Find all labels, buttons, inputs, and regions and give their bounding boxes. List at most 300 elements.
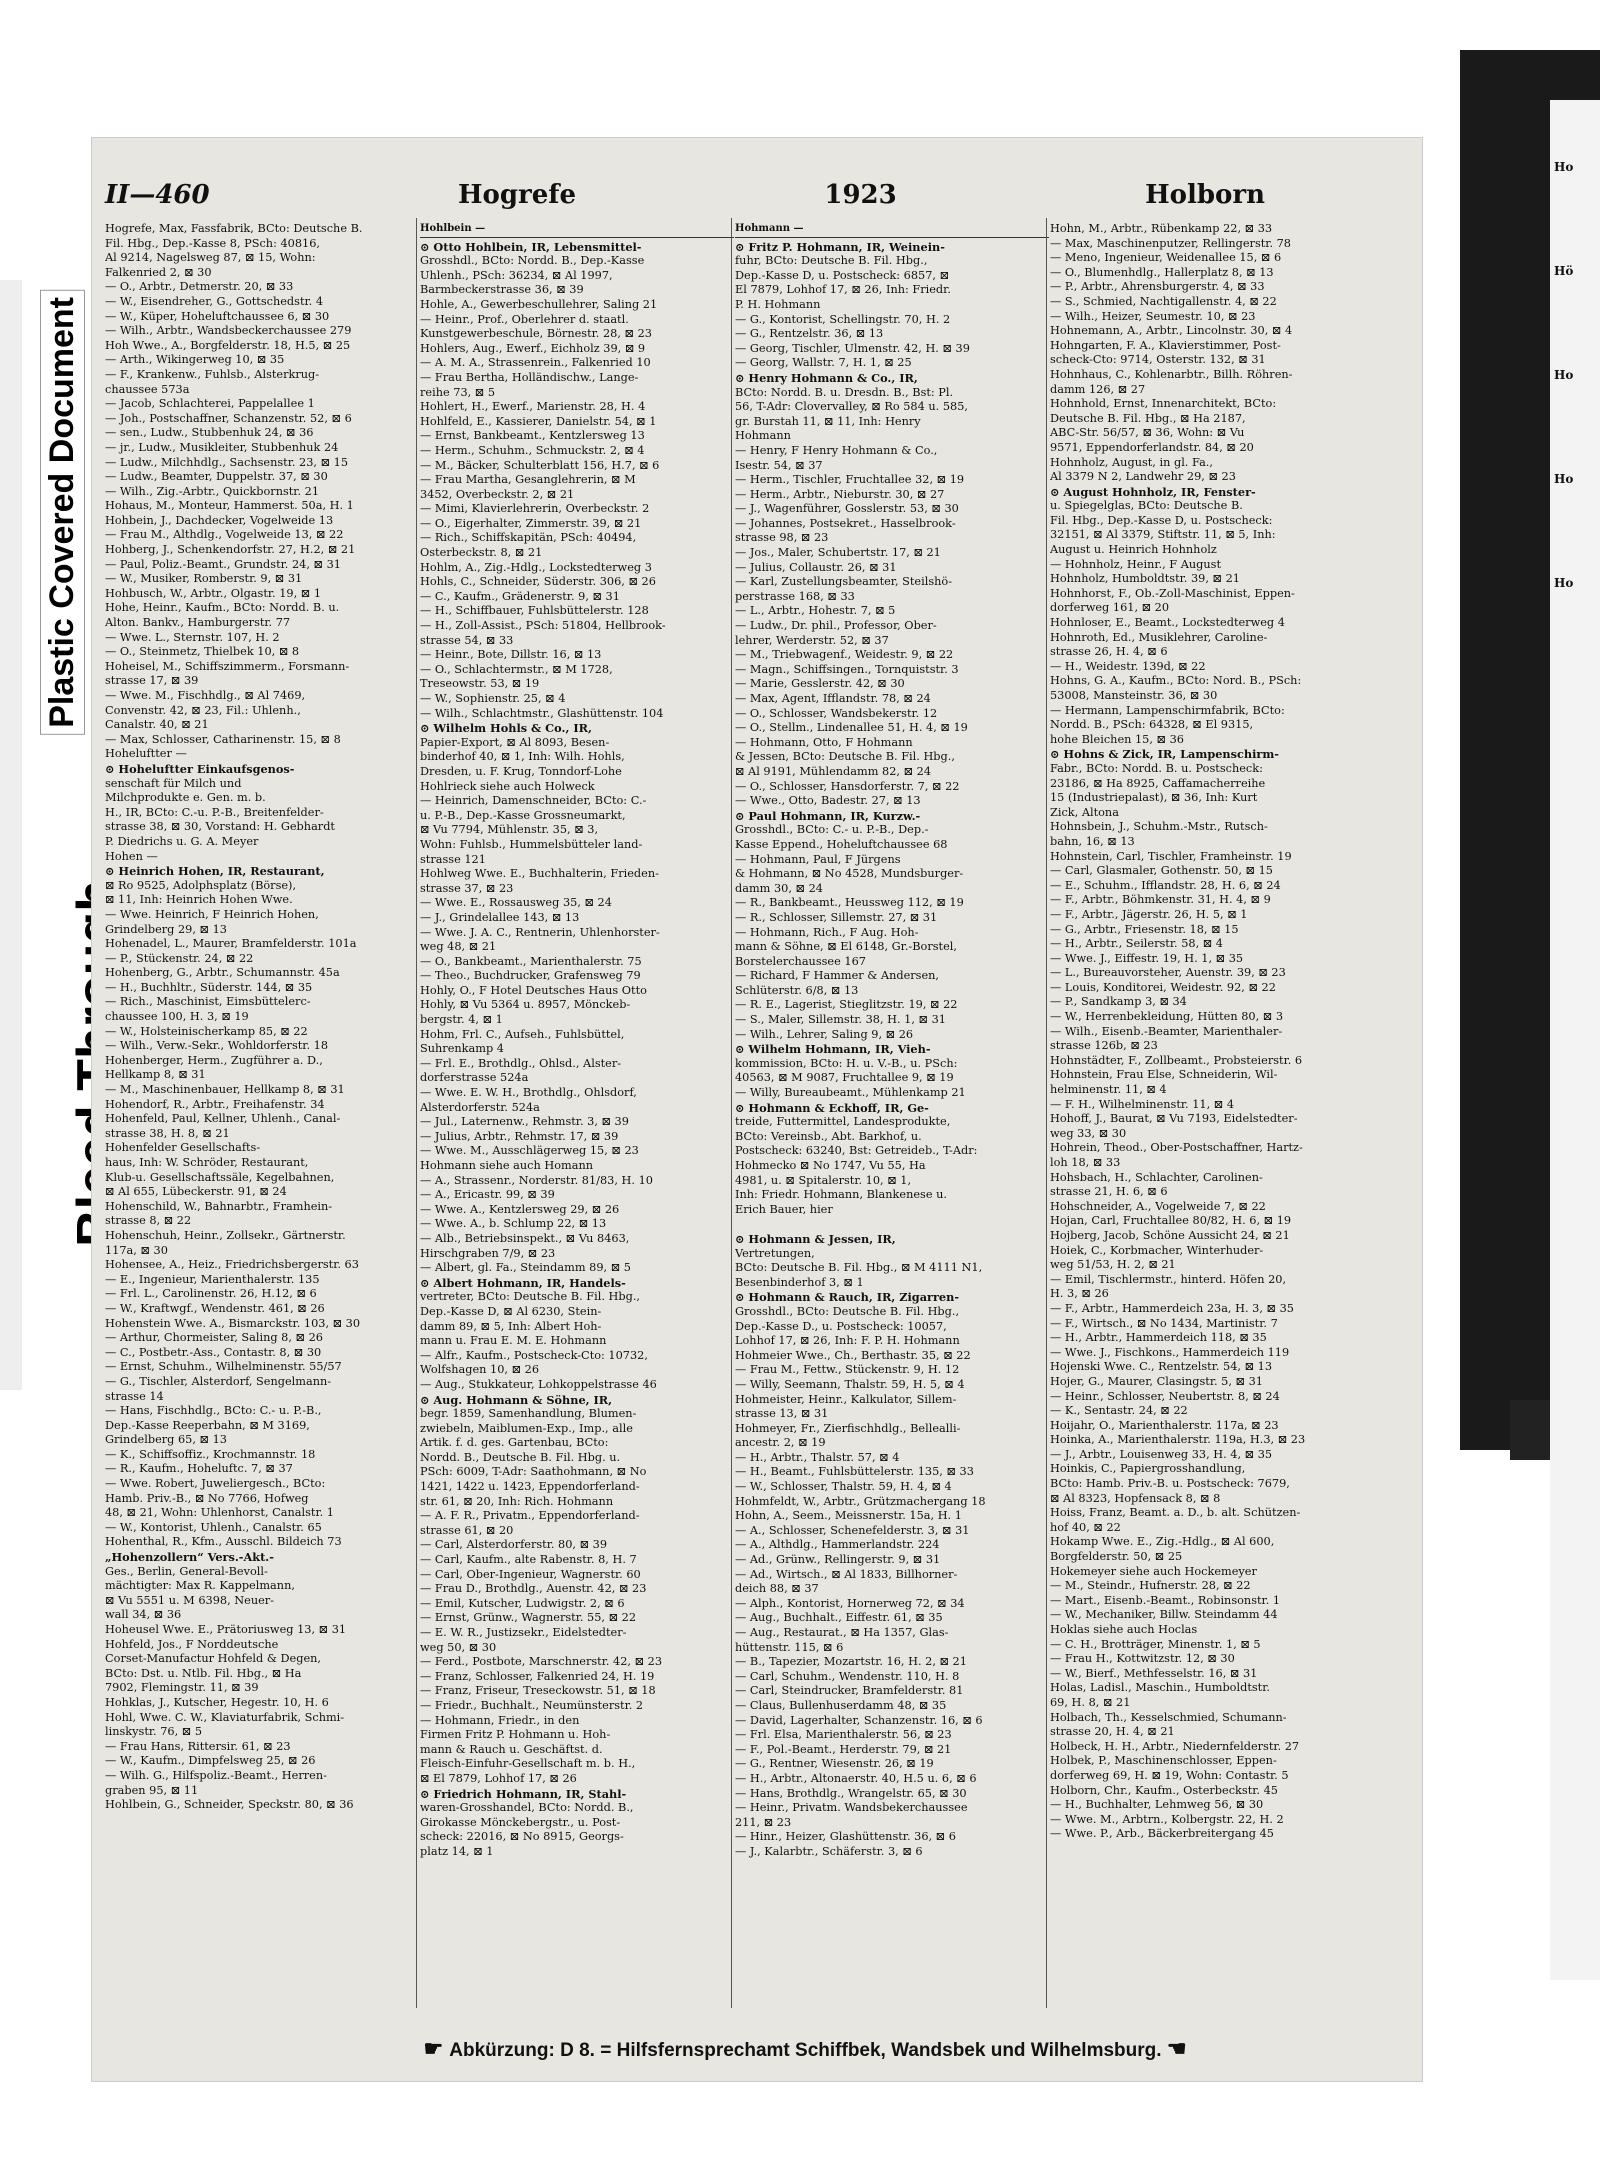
directory-entry-line: ⊠ Vu 7794, Mühlenstr. 35, ⊠ 3, [420, 823, 599, 837]
directory-entry-line: — Ad., Grünw., Rellingerstr. 9, ⊠ 31 [735, 1553, 941, 1567]
directory-entry-line: — E., Ingenieur, Marienthalerstr. 135 [105, 1272, 320, 1286]
directory-entry-line: BCto: Hamb. Priv.-B. u. Postscheck: 7679, [1050, 1477, 1290, 1491]
directory-entry-line: — W., Eisendreher, G., Gottschedstr. 4 [105, 294, 324, 308]
directory-entry-line: — G., Arbtr., Friesenstr. 18, ⊠ 15 [1050, 922, 1239, 936]
directory-entry-line: ⊙ Hohmann & Jessen, IR, [735, 1231, 896, 1246]
directory-entry-line: Hohenthal, R., Kfm., Ausschl. Bildeich 73 [105, 1535, 342, 1549]
directory-entry-line: — O., Steinmetz, Thielbek 10, ⊠ 8 [105, 645, 300, 659]
directory-entry-line: — H., Buchhltr., Süderstr. 144, ⊠ 35 [105, 980, 313, 994]
directory-entry-line: — W., Kraftwgf., Wendenstr. 461, ⊠ 26 [105, 1301, 325, 1315]
directory-entry-line: platz 14, ⊠ 1 [420, 1844, 494, 1858]
directory-entry-line: ⊠ Ro 9525, Adolphsplatz (Börse), [105, 878, 297, 892]
directory-entry-line: Hohlm, A., Zig.-Hdlg., Lockstedterweg 3 [420, 560, 652, 574]
directory-entry-line: — Herm., Arbtr., Nieburstr. 30, ⊠ 27 [735, 487, 945, 501]
directory-entry-line: chaussee 573a [105, 382, 190, 396]
directory-entry-line: Holas, Ladisl., Maschin., Humboldtstr. [1050, 1681, 1270, 1695]
directory-entry-line: — L., Bureauvorsteher, Auenstr. 39, ⊠ 23 [1050, 966, 1286, 980]
directory-entry-line: 48, ⊠ 21, Wohn: Uhlenhorst, Canalstr. 1 [105, 1506, 334, 1520]
directory-entry-line: — Joh., Postschaffner, Schanzenstr. 52, ⊠ 6 [105, 411, 352, 425]
directory-entry-line: — Hohmann, Friedr., in den [420, 1713, 580, 1727]
directory-entry-line: — S., Maler, Sillemstr. 38, H. 1, ⊠ 31 [735, 1013, 946, 1027]
directory-entry-line: — Herm., Tischler, Fruchtallee 32, ⊠ 19 [735, 473, 965, 487]
directory-entry-line: Hohmann [735, 429, 791, 443]
directory-entry-line: weg 51/53, H. 2, ⊠ 21 [1050, 1258, 1176, 1272]
directory-entry-line: — Ludw., Dr. phil., Professor, Ober- [735, 619, 937, 633]
directory-entry-line: Hohngarten, F. A., Klavierstimmer, Post- [1050, 338, 1281, 352]
directory-entry-line: Treseowstr. 53, ⊠ 19 [420, 677, 540, 691]
directory-entry-line: — F., Pol.-Beamt., Herderstr. 79, ⊠ 21 [735, 1742, 952, 1756]
directory-entry-line: dorferstrasse 524a [420, 1071, 529, 1085]
directory-entry-line: — W., Schlosser, Thalstr. 59, H. 4, ⊠ 4 [735, 1480, 952, 1494]
directory-entry-line: — L., Arbtr., Hohestr. 7, ⊠ 5 [735, 604, 896, 618]
directory-entry-line: — Jos., Maler, Schubertstr. 17, ⊠ 21 [735, 546, 941, 560]
directory-entry-line: Grosshdl., BCto: Nordd. B., Dep.-Kasse [420, 254, 645, 268]
directory-entry-line: — Wilh., Verw.-Sekr., Wohldorferstr. 18 [105, 1039, 329, 1053]
directory-entry-line: — R. E., Lagerist, Stieglitzstr. 19, ⊠ 22 [735, 998, 958, 1012]
directory-entry-line: — M., Steindr., Hufnerstr. 28, ⊠ 22 [1050, 1579, 1251, 1593]
directory-entry-line: ⊙ Wilhelm Hohmann, IR, Vieh- [735, 1042, 931, 1057]
directory-entry-line: — Paul, Poliz.-Beamt., Grundstr. 24, ⊠ 31 [105, 557, 341, 571]
directory-entry-line: chaussee 100, H. 3, ⊠ 19 [105, 1010, 249, 1024]
directory-entry-line: — Emil, Tischlermstr., hinterd. Höfen 20, [1050, 1272, 1287, 1286]
directory-entry-line: — Ferd., Postbote, Marschnerstr. 42, ⊠ 23 [420, 1655, 663, 1669]
directory-entry-line: Hohenschuh, Heinr., Zollsekr., Gärtnerstr. [105, 1228, 346, 1242]
directory-entry-line: — Willy, Bureaubeamt., Mühlenkamp 21 [735, 1086, 966, 1100]
directory-entry-line: 1421, 1422 u. 1423, Eppendorferland- [420, 1480, 640, 1494]
directory-entry-line: Klub-u. Gesellschaftssäle, Kegelbahnen, [105, 1170, 335, 1184]
directory-entry-line: — K., Schiffsoffiz., Krochmannstr. 18 [105, 1447, 316, 1461]
directory-entry-line: August u. Heinrich Hohnholz [1050, 543, 1217, 557]
directory-entry-line: — Carl, Schuhm., Wendenstr. 110, H. 8 [735, 1669, 960, 1683]
directory-entry-line: Dep.-Kasse D., u. Postscheck: 10057, [735, 1319, 947, 1333]
directory-entry-line: deich 88, ⊠ 37 [735, 1582, 819, 1596]
directory-entry-line: — Heinr., Bote, Dillstr. 16, ⊠ 13 [420, 648, 602, 662]
directory-entry-line: scheck: 22016, ⊠ No 8915, Georgs- [420, 1830, 624, 1844]
directory-entry-line: Hohl, Wwe. C. W., Klaviaturfabrik, Schmi- [105, 1710, 345, 1724]
directory-entry-line: — Alph., Kontorist, Hornerweg 72, ⊠ 34 [735, 1596, 965, 1610]
directory-entry-line: Hohnholz, August, in gl. Fa., [1050, 455, 1213, 469]
directory-entry-line: ⊠ El 7879, Lohhof 17, ⊠ 26 [420, 1771, 577, 1785]
directory-entry-line: Deutsche B. Fil. Hbg., ⊠ Ha 2187, [1050, 411, 1246, 425]
directory-entry-line: — Arth., Wikingerweg 10, ⊠ 35 [105, 353, 285, 367]
directory-entry-line: — Meno, Ingenieur, Weidenallee 15, ⊠ 6 [1050, 251, 1282, 265]
directory-entry-line: Hojan, Carl, Fruchtallee 80/82, H. 6, ⊠ 19 [1050, 1214, 1292, 1228]
directory-entry-line: Hohenberg, G., Arbtr., Schumannstr. 45a [105, 966, 340, 980]
directory-entry-line: — Ernst, Grünw., Wagnerstr. 55, ⊠ 22 [420, 1611, 637, 1625]
directory-entry-line: Falkenried 2, ⊠ 30 [105, 265, 212, 279]
directory-entry-line: Postscheck: 63240, Bst: Getreideb., T-Adr: [735, 1144, 978, 1158]
directory-entry-line: — C., Kaufm., Grädenerstr. 9, ⊠ 31 [420, 589, 620, 603]
directory-entry-line: Hohe, Heinr., Kaufm., BCto: Nordd. B. u. [105, 601, 340, 615]
directory-entry-line: — Julius, Collaustr. 26, ⊠ 31 [735, 560, 897, 574]
directory-entry-line: BCto: Deutsche B. Fil. Hbg., ⊠ M 4111 N1, [735, 1261, 983, 1275]
directory-entry-line: — Frl. Elsa, Marienthalerstr. 56, ⊠ 23 [735, 1728, 952, 1742]
directory-entry-line: — Hohmann, Rich., F Aug. Hoh- [735, 925, 919, 939]
directory-entry-line: — G., Rentzelstr. 36, ⊠ 13 [735, 327, 884, 341]
directory-entry-line: — Ludw., Milchhdlg., Sachsenstr. 23, ⊠ 15 [105, 455, 349, 469]
directory-entry-line: Hohlweg Wwe. E., Buchhalterin, Frieden- [420, 867, 659, 881]
pointing-hand-icon: ☚ [1166, 2036, 1187, 2061]
directory-entry-line: — H., Weidestr. 139d, ⊠ 22 [1050, 659, 1206, 673]
directory-entry-line: — Wilh. G., Hilfspoliz.-Beamt., Herren- [105, 1768, 327, 1782]
directory-entry-line: hüttenstr. 115, ⊠ 6 [735, 1640, 844, 1654]
directory-entry-line: binderhof 40, ⊠ 1, Inh: Wilh. Hohls, [420, 750, 625, 764]
directory-entry-line: strasse 37, ⊠ 23 [420, 881, 514, 895]
directory-entry-line: — Karl, Zustellungsbeamter, Steilshö- [735, 575, 953, 589]
directory-entry-line: Hohbusch, W., Arbtr., Olgastr. 19, ⊠ 1 [105, 586, 322, 600]
adjacent-page-fragment: Ho [1554, 472, 1574, 486]
directory-entry-line: Hohmecko ⊠ No 1747, Vu 55, Ha [735, 1159, 926, 1172]
directory-entry-line: — Willy, Seemann, Thalstr. 59, H. 5, ⊠ 4 [735, 1377, 965, 1391]
directory-entry-line: 32151, ⊠ Al 3379, Stiftstr. 11, ⊠ 5, Inh: [1050, 528, 1276, 542]
directory-entry-line: Hoheisel, M., Schiffszimmerm., Forsmann- [105, 659, 350, 673]
directory-entry-line: — Aug., Restaurat., ⊠ Ha 1357, Glas- [735, 1626, 949, 1639]
directory-entry-line: — Friedr., Buchhalt., Neumünsterstr. 2 [420, 1698, 644, 1712]
directory-entry-line: Grosshdl., BCto: Deutsche B. Fil. Hbg., [735, 1304, 960, 1318]
column-3 [735, 222, 1049, 2012]
directory-entry-line: strasse 8, ⊠ 22 [105, 1214, 192, 1228]
directory-entry-line: Hohly, ⊠ Vu 5364 u. 8957, Mönckeb- [420, 998, 631, 1012]
adjacent-page-fragment: Hö [1554, 264, 1574, 278]
directory-entry-line: — H., Schiffbauer, Fuhlsbüttelerstr. 128 [420, 604, 649, 618]
left-keyword: Hogrefe [457, 180, 577, 210]
directory-entry-line: ⊙ Friedrich Hohmann, IR, Stahl- [420, 1786, 627, 1801]
directory-entry-line: — J., Kalarbtr., Schäferstr. 3, ⊠ 6 [735, 1844, 923, 1858]
directory-entry-line: — E. W. R., Justizsekr., Eidelstedter- [420, 1626, 627, 1639]
directory-entry-line: strasse 98, ⊠ 23 [735, 531, 829, 545]
directory-entry-line: lehrer, Werderstr. 52, ⊠ 37 [735, 633, 889, 647]
directory-entry-line: — David, Lagerhalter, Schanzenstr. 16, ⊠ 6 [735, 1713, 983, 1727]
directory-entry-line: zwiebeln, Maiblumen-Exp., Imp., alle [420, 1421, 633, 1435]
directory-entry-line: Fabr., BCto: Nordd. B. u. Postscheck: [1050, 761, 1263, 775]
directory-entry-line: — O., Stellm., Lindenallee 51, H. 4, ⊠ 19 [735, 721, 968, 735]
directory-entry-line: 40563, ⊠ M 9087, Fruchtallee 9, ⊠ 19 [735, 1071, 954, 1085]
directory-entry-line: — E., Schuhm., Ifflandstr. 28, H. 6, ⊠ 24 [1050, 878, 1281, 892]
directory-entry-line: Barmbeckerstrasse 36, ⊠ 39 [420, 283, 584, 297]
directory-entry-line: Hogrefe, Max, Fassfabrik, BCto: Deutsche B. [105, 222, 363, 235]
directory-entry-line: ⊙ Albert Hohmann, IR, Handels- [420, 1275, 626, 1290]
directory-entry-line: strasse 17, ⊠ 39 [105, 674, 199, 688]
directory-entry-line: strasse 54, ⊠ 33 [420, 633, 514, 647]
right-keyword: Holborn [1145, 180, 1265, 210]
directory-entry-line: — J., Grindelallee 143, ⊠ 13 [420, 910, 580, 924]
directory-entry-line: — Wilh., Lehrer, Saling 9, ⊠ 26 [735, 1027, 914, 1041]
directory-entry-line: — Wwe. M., Ausschlägerweg 15, ⊠ 23 [420, 1144, 639, 1158]
directory-entry-line: Besenbinderhof 3, ⊠ 1 [735, 1275, 864, 1289]
directory-entry-line: Holborn, Chr., Kaufm., Osterbeckstr. 45 [1050, 1783, 1278, 1797]
directory-entry-line: Hohenstein Wwe. A., Bismarckstr. 103, ⊠ 30 [105, 1316, 361, 1330]
directory-entry-line: Grosshdl., BCto: C.- u. P.-B., Dep.- [735, 823, 929, 837]
directory-entry-line: Hohenfelder Gesellschafts- [105, 1141, 261, 1155]
directory-entry-line: vertreter, BCto: Deutsche B. Fil. Hbg., [420, 1290, 641, 1304]
directory-entry-line: loh 18, ⊠ 33 [1050, 1156, 1121, 1169]
directory-entry-line: „Hohenzollern“ Vers.-Akt.- [105, 1550, 274, 1565]
directory-entry-line: — Hohmann, Otto, F Hohmann [735, 735, 913, 749]
directory-entry-line: 15 (Industriepalast), ⊠ 36, Inh: Kurt [1050, 791, 1258, 805]
directory-entry-line: Hohls, C., Schneider, Süderstr. 306, ⊠ 26 [420, 575, 656, 589]
directory-entry-line: — Wwe. J. A. C., Rentnerin, Uhlenhorster- [420, 925, 660, 939]
column-divider [416, 218, 417, 2008]
directory-entry-line: Papier-Export, ⊠ Al 8093, Besen- [420, 735, 610, 749]
directory-entry-line: mächtigter: Max R. Kappelmann, [105, 1579, 295, 1593]
plastic-strip [0, 280, 22, 1390]
directory-entry-line: fuhr, BCto: Deutsche B. Fil. Hbg., [735, 254, 928, 268]
directory-entry-line: Hohensee, A., Heiz., Friedrichsbergerstr. 63 [105, 1258, 359, 1272]
directory-entry-line: — Wilh., Arbtr., Wandsbeckerchaussee 279 [105, 324, 352, 338]
directory-entry-line: ancestr. 2, ⊠ 19 [735, 1436, 826, 1450]
directory-entry-line: 211, ⊠ 23 [735, 1815, 792, 1829]
directory-entry-line: — H., Arbtr., Seilerstr. 58, ⊠ 4 [1050, 937, 1223, 951]
directory-entry-line: Hohnstein, Carl, Tischler, Framheinstr. 19 [1050, 849, 1292, 863]
directory-entry-line: Hohlbein, G., Schneider, Speckstr. 80, ⊠ 36 [105, 1798, 354, 1812]
directory-entry-line: Hoijahr, O., Marienthalerstr. 117a, ⊠ 23 [1050, 1418, 1279, 1432]
directory-entry-line [735, 1217, 1049, 1232]
directory-entry-line: — Rich., Maschinist, Eimsbüttelerc- [105, 995, 311, 1009]
directory-entry-line: Hohklas, J., Kutscher, Hegestr. 10, H. 6 [105, 1695, 329, 1709]
directory-entry-line: — Marie, Gesslerstr. 42, ⊠ 30 [735, 677, 905, 691]
directory-entry-line: — Frl. L., Carolinenstr. 26, H.12, ⊠ 6 [105, 1287, 317, 1301]
directory-entry-line: Hoklas siehe auch Hoclas [1050, 1623, 1198, 1636]
directory-entry-line: ⊠ Al 9191, Mühlendamm 82, ⊠ 24 [735, 764, 932, 778]
scan-margin-top [0, 0, 1600, 50]
pointing-hand-icon: ☛ [423, 2036, 450, 2061]
directory-entry-line: — Wilh., Heizer, Seumestr. 10, ⊠ 23 [1050, 309, 1256, 323]
directory-entry-line: Hohle, A., Gewerbeschullehrer, Saling 21 [420, 297, 658, 311]
directory-entry-line: — Wilh., Eisenb.-Beamter, Marienthaler- [1050, 1024, 1283, 1038]
directory-entry-line: Hokemeyer siehe auch Hockemeyer [1050, 1564, 1257, 1578]
directory-entry-line: — A., Althdlg., Hammerlandstr. 224 [735, 1538, 940, 1552]
footer-note [355, 2036, 1255, 2062]
directory-entry-line: — W., Bierf., Methfesselstr. 16, ⊠ 31 [1050, 1666, 1258, 1680]
directory-entry-line: — Ludw., Beamter, Duppelstr. 37, ⊠ 30 [105, 470, 328, 484]
directory-entry-line: scheck-Cto: 9714, Osterstr. 132, ⊠ 31 [1050, 353, 1266, 367]
directory-entry-line: Hohfeld, Jos., F Norddeutsche [105, 1637, 279, 1651]
directory-entry-line: Erich Bauer, hier [735, 1202, 833, 1216]
directory-entry-line: — F., Arbtr., Hammerdeich 23a, H. 3, ⊠ 35 [1050, 1301, 1294, 1315]
directory-entry-line: u. P.-B., Dep.-Kasse Grossneumarkt, [420, 808, 626, 822]
directory-entry-line: — Franz, Schlosser, Falkenried 24, H. 19 [420, 1669, 655, 1683]
page-number: II—460 [105, 180, 210, 210]
directory-entry-line: — W., Kontorist, Uhlenh., Canalstr. 65 [105, 1520, 322, 1534]
directory-entry-line: Hohn, M., Arbtr., Rübenkamp 22, ⊠ 33 [1050, 222, 1273, 235]
directory-entry-line: — Hermann, Lampenschirmfabrik, BCto: [1050, 703, 1285, 717]
directory-entry-line: — Wwe., Otto, Badestr. 27, ⊠ 13 [735, 794, 921, 808]
directory-entry-line: strasse 13, ⊠ 31 [735, 1407, 829, 1421]
directory-entry-line: — H., Arbtr., Thalstr. 57, ⊠ 4 [735, 1450, 900, 1464]
directory-entry-line: — Jul., Laternenw., Rehmstr. 3, ⊠ 39 [420, 1115, 629, 1129]
directory-entry-line: — A., Strassenr., Norderstr. 81/83, H. 10 [420, 1173, 653, 1187]
directory-entry-line: damm 89, ⊠ 5, Inh: Albert Hoh- [420, 1319, 602, 1333]
directory-entry-line: Nordd. B., Deutsche B. Fil. Hbg. u. [420, 1450, 621, 1464]
directory-entry-line: haus, Inh: W. Schröder, Restaurant, [105, 1156, 309, 1169]
adjacent-page-fragment: Ho [1554, 576, 1574, 590]
directory-entry-line: hof 40, ⊠ 22 [1050, 1520, 1121, 1534]
directory-entry-line: ⊙ Hohmann & Rauch, IR, Zigarren- [735, 1290, 960, 1305]
adjacent-page-fragment: Ho [1554, 368, 1574, 382]
directory-entry-line: Milchprodukte e. Gen. m. b. [105, 791, 266, 805]
directory-entry-line: — A. F. R., Privatm., Eppendorferland- [420, 1509, 640, 1523]
directory-entry-line: — B., Tapezier, Mozartstr. 16, H. 2, ⊠ 21 [735, 1655, 967, 1669]
directory-entry-line: — Magn., Schiffsingen., Tornquiststr. 3 [735, 662, 959, 676]
directory-entry-line: — Georg, Tischler, Ulmenstr. 42, H. ⊠ 39 [735, 341, 970, 355]
directory-entry-line: u. Spiegelglas, BCto: Deutsche B. [1050, 499, 1243, 513]
directory-entry-line: ⊠ Vu 5551 u. M 6398, Neuer- [105, 1593, 274, 1607]
directory-entry-line: — Wwe. Robert, Juweliergesch., BCto: [105, 1477, 326, 1491]
directory-entry-line: Hohn, A., Seem., Meissnerstr. 15a, H. 1 [735, 1509, 962, 1523]
directory-entry-line: BCto: Nordd. B. u. Dresdn. B., Bst: Pl. [735, 385, 954, 399]
directory-entry-line: Kunstgewerbeschule, Börnestr. 28, ⊠ 23 [420, 327, 652, 341]
directory-entry-line: — Hohnholz, Heinr., F August [1050, 557, 1221, 571]
directory-entry-line: — Ernst, Bankbeamt., Kentzlersweg 13 [420, 429, 645, 443]
directory-entry-line: Hohnhorst, F., Ob.-Zoll-Maschinist, Eppen- [1050, 586, 1295, 600]
directory-entry-line: — Frau D., Brothdlg., Auenstr. 42, ⊠ 23 [420, 1582, 647, 1596]
directory-entry-line: Hohbein, J., Dachdecker, Vogelweide 13 [105, 513, 334, 527]
directory-entry-line: — Georg, Wallstr. 7, H. 1, ⊠ 25 [735, 356, 912, 370]
directory-entry-line: — A. M. A., Strassenrein., Falkenried 10 [420, 356, 651, 370]
directory-entry-line: — Carl, Ober-Ingenieur, Wagnerstr. 60 [420, 1567, 641, 1581]
directory-entry-line: strasse 20, H. 4, ⊠ 21 [1050, 1725, 1175, 1739]
directory-entry-line: P. H. Hohmann [735, 297, 821, 311]
directory-entry-line: Hohenadel, L., Maurer, Bramfelderstr. 101a [105, 937, 357, 951]
directory-entry-line: Hohen — [105, 849, 158, 863]
directory-entry-line: — S., Schmied, Nachtigallenstr. 4, ⊠ 22 [1050, 294, 1277, 308]
directory-entry-line: — M., Maschinenbauer, Hellkamp 8, ⊠ 31 [105, 1083, 345, 1097]
directory-entry-line: — Hans, Fischhdlg., BCto: C.- u. P.-B., [105, 1404, 322, 1418]
directory-entry-line: — J., Arbtr., Louisenweg 33, H. 4, ⊠ 35 [1050, 1447, 1273, 1461]
directory-entry-line: — Max, Agent, Ifflandstr. 78, ⊠ 24 [735, 692, 931, 705]
directory-entry-line: ⊙ Otto Hohlbein, IR, Lebensmittel- [420, 239, 642, 254]
directory-entry-line: Fil. Hbg., Dep.-Kasse D, u. Postscheck: [1050, 513, 1273, 527]
directory-entry-line: strasse 121 [420, 852, 486, 866]
directory-entry-line: — Wwe. Heinrich, F Heinrich Hohen, [105, 907, 319, 921]
directory-entry-line: — Heinr., Schlosser, Neubertstr. 8, ⊠ 24 [1050, 1389, 1280, 1403]
directory-entry-line: strasse 26, H. 4, ⊠ 6 [1050, 645, 1168, 659]
directory-entry-line: begr. 1859, Samenhandlung, Blumen- [420, 1407, 637, 1421]
column-1 [105, 222, 419, 2012]
directory-entry-line: Dep.-Kasse D, ⊠ Al 6230, Stein- [420, 1304, 602, 1318]
directory-entry-line: Wohn: Fuhlsb., Hummelsbütteler land- [420, 837, 643, 851]
directory-entry-line: ⊙ Fritz P. Hohmann, IR, Weinein- [735, 239, 945, 254]
directory-entry-line: — Alfr., Kaufm., Postscheck-Cto: 10732, [420, 1348, 648, 1362]
directory-entry-line: weg 50, ⊠ 30 [420, 1640, 497, 1654]
footer-text: Abkürzung: D 8. = Hilfsfernsprechamt Schiffbek, Wandsbek und Wilhelmsburg. [449, 2040, 1162, 2061]
directory-entry-line: Hoiek, C., Korbmacher, Winterhuder- [1050, 1243, 1264, 1257]
directory-entry-line: — Frau M., Althdlg., Vogelweide 13, ⊠ 22 [105, 528, 344, 542]
directory-entry-line: — Julius, Arbtr., Rehmstr. 17, ⊠ 39 [420, 1129, 619, 1143]
directory-entry-line: — sen., Ludw., Stubbenhuk 24, ⊠ 36 [105, 426, 314, 440]
directory-entry-line: — R., Bankbeamt., Heussweg 112, ⊠ 19 [735, 896, 964, 910]
directory-entry-line: — Carl, Alsterdorferstr. 80, ⊠ 39 [420, 1538, 608, 1552]
directory-entry-line: — Hans, Brothdlg., Wrangelstr. 65, ⊠ 30 [735, 1786, 967, 1800]
directory-entry-line: Hohlfeld, E., Kassierer, Danielstr. 54, ⊠ 1 [420, 414, 657, 428]
directory-entry-line: Zick, Altona [1050, 805, 1119, 819]
directory-entry-line: Hohnhaus, C., Kohlenarbtr., Billh. Röhren- [1050, 367, 1293, 381]
directory-entry-line: — F. H., Wilhelminenstr. 11, ⊠ 4 [1050, 1097, 1235, 1111]
directory-entry-line: PSch: 6009, T-Adr: Saathohmann, ⊠ No [420, 1465, 647, 1479]
directory-entry-line: — A., Schlosser, Schenefelderstr. 3, ⊠ 31 [735, 1523, 970, 1537]
directory-entry-line: — Frau Martha, Gesanglehrerin, ⊠ M [420, 473, 636, 487]
directory-entry-line: — R., Schlosser, Sillemstr. 27, ⊠ 31 [735, 910, 938, 924]
directory-entry-line: Kasse Eppend., Hoheluftchaussee 68 [735, 837, 948, 851]
directory-entry-line: treide, Futtermittel, Landesprodukte, [735, 1115, 951, 1129]
directory-entry-line: Wolfshagen 10, ⊠ 26 [420, 1363, 540, 1377]
directory-entry-line: — J., Wagenführer, Gosslerstr. 53, ⊠ 30 [735, 502, 959, 516]
directory-entry-line: strasse 38, ⊠ 30, Vorstand: H. Gebhardt [105, 820, 335, 834]
directory-entry-line: — H., Beamt., Fuhlsbüttelerstr. 135, ⊠ 33 [735, 1465, 974, 1479]
directory-entry-line: ⊙ August Hohnholz, IR, Fenster- [1050, 484, 1256, 499]
directory-entry-line: mann u. Frau E. M. E. Hohmann [420, 1334, 607, 1348]
directory-entry-line: Hohschneider, A., Vogelweide 7, ⊠ 22 [1050, 1199, 1266, 1213]
directory-entry-line: Suhrenkamp 4 [420, 1042, 504, 1056]
directory-entry-line: Holbeck, H. H., Arbtr., Niedernfelderstr. 27 [1050, 1739, 1300, 1753]
directory-entry-line: — Wilh., Schlachtmstr., Glashüttenstr. 104 [420, 706, 664, 720]
directory-entry-line: Hojenski Wwe. C., Rentzelstr. 54, ⊠ 13 [1050, 1360, 1273, 1374]
directory-entry-line: ⊙ Paul Hohmann, IR, Kurzw.- [735, 808, 921, 823]
directory-entry-line: — H., Buchhalter, Lehmweg 56, ⊠ 30 [1050, 1798, 1264, 1812]
column-divider [1046, 218, 1047, 2008]
directory-entry-line: 69, H. 8, ⊠ 21 [1050, 1695, 1131, 1709]
directory-entry-line: Hohendorf, R., Arbtr., Freihafenstr. 34 [105, 1097, 325, 1111]
directory-entry-line: Hoinkis, C., Papiergrosshandlung, [1050, 1462, 1246, 1476]
directory-entry-line: Firmen Fritz P. Hohmann u. Hoh- [420, 1728, 611, 1742]
directory-entry-line: — Frl. E., Brothdlg., Ohlsd., Alster- [420, 1056, 622, 1070]
directory-entry-line: Dep.-Kasse D, u. Postscheck: 6857, ⊠ [735, 268, 950, 282]
directory-entry-line: Canalstr. 40, ⊠ 21 [105, 718, 209, 732]
directory-entry-line: Hohns, G. A., Kaufm., BCto: Nord. B., PSch: [1050, 674, 1302, 688]
directory-entry-line: Grindelberg 29, ⊠ 13 [105, 922, 227, 936]
directory-entry-line: — Wwe. A., Kentzlersweg 29, ⊠ 26 [420, 1202, 620, 1216]
directory-entry-line: Hohlers, Aug., Ewerf., Eichholz 39, ⊠ 9 [420, 341, 646, 355]
directory-entry-line: — Heinr., Privatm. Wandsbekerchaussee [735, 1801, 968, 1815]
directory-entry-line: ⊙ Aug. Hohmann & Söhne, IR, [420, 1392, 613, 1407]
directory-entry-line: Hojberg, Jacob, Schöne Aussicht 24, ⊠ 21 [1050, 1228, 1290, 1242]
directory-entry-line: — K., Sentastr. 24, ⊠ 22 [1050, 1404, 1188, 1418]
directory-entry-line: Corset-Manufactur Hohfeld & Degen, [105, 1652, 321, 1666]
directory-entry-line: — M., Triebwagenf., Weidestr. 9, ⊠ 22 [735, 648, 954, 662]
directory-entry-line: Isestr. 54, ⊠ 37 [735, 458, 823, 472]
directory-entry-line: ⊠ Al 8323, Hopfensack 8, ⊠ 8 [1050, 1491, 1221, 1505]
directory-entry-line: Uhlenh., PSch: 36234, ⊠ Al 1997, [420, 268, 613, 282]
directory-entry-line: Hamb. Priv.-B., ⊠ No 7766, Hofweg [105, 1491, 309, 1505]
directory-entry-line: — Louis, Konditorei, Weidestr. 92, ⊠ 22 [1050, 980, 1276, 994]
directory-entry-line: graben 95, ⊠ 11 [105, 1783, 199, 1797]
directory-entry-line: ⊙ Wilhelm Hohls & Co., IR, [420, 721, 592, 736]
directory-entry-line: mann & Rauch u. Geschäftst. d. [420, 1742, 603, 1756]
directory-entry-line: — R., Kaufm., Hoheluftc. 7, ⊠ 37 [105, 1462, 293, 1476]
directory-entry-line: — W., Küper, Hoheluftchaussee 6, ⊠ 30 [105, 309, 330, 323]
directory-entry-line: Al 9214, Nagelsweg 87, ⊠ 15, Wohn: [105, 251, 316, 265]
directory-entry-line: — G., Rentner, Wiesenstr. 26, ⊠ 19 [735, 1757, 934, 1771]
directory-entry-line: Fleisch-Einfuhr-Gesellschaft m. b. H., [420, 1757, 636, 1771]
directory-entry-line: Hohberg, J., Schenkendorfstr. 27, H.2, ⊠ 21 [105, 543, 356, 557]
directory-entry-line: ⊠ Al 655, Lübeckerstr. 91, ⊠ 24 [105, 1185, 287, 1199]
directory-entry-line: — Jacob, Schlachterei, Pappelallee 1 [105, 397, 315, 411]
directory-entry-line: Hellkamp 8, ⊠ 31 [105, 1068, 206, 1082]
directory-entry-line: linskystr. 76, ⊠ 5 [105, 1725, 203, 1739]
directory-entry-line: Hohoff, J., Baurat, ⊠ Vu 7193, Eidelstedter- [1050, 1112, 1298, 1126]
directory-entry-line: perstrasse 168, ⊠ 33 [735, 589, 855, 603]
directory-entry-line: Hoheluftter — [105, 747, 187, 761]
directory-entry-line: dorferweg 161, ⊠ 20 [1050, 601, 1170, 615]
directory-entry-line: Hohmfeldt, W., Arbtr., Grützmachergang 18 [735, 1494, 986, 1508]
directory-entry-line: damm 126, ⊠ 27 [1050, 382, 1146, 396]
directory-entry-line: bahn, 16, ⊠ 13 [1050, 834, 1135, 848]
directory-entry-line: Hohnemann, A., Arbtr., Lincolnstr. 30, ⊠ 4 [1050, 324, 1293, 338]
directory-entry-line: — A., Ericastr. 99, ⊠ 39 [420, 1188, 555, 1202]
directory-entry-line: strasse 61, ⊠ 20 [420, 1523, 514, 1537]
directory-entry-line: 7902, Flemingstr. 11, ⊠ 39 [105, 1681, 259, 1695]
directory-entry-line: — Ad., Wirtsch., ⊠ Al 1833, Billhorner- [735, 1567, 958, 1581]
